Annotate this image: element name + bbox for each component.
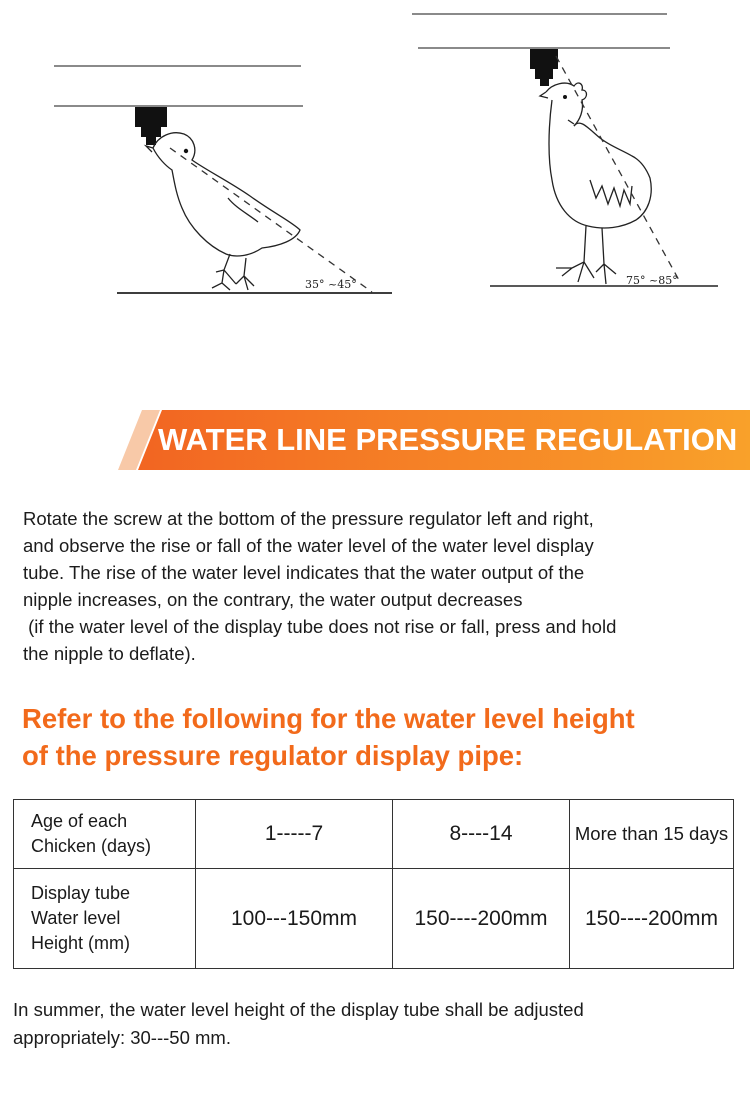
intro-line: Rotate the screw at the bottom of the pressure regulator left and right, xyxy=(23,508,594,529)
adult-chicken-angle-label: 75° ~85° xyxy=(626,274,678,287)
intro-line: the nipple to deflate). xyxy=(23,643,196,664)
table-row-age xyxy=(14,800,734,869)
table-cell: 150----200mm xyxy=(393,869,570,969)
water-level-table xyxy=(13,799,734,969)
row-header-line: Display tube xyxy=(31,883,131,904)
table-cell: 150----200mm xyxy=(570,869,734,969)
refer-heading xyxy=(22,700,742,774)
row-header-height xyxy=(14,869,196,969)
nipple-drinker-right xyxy=(530,49,558,86)
intro-line: and observe the rise or fall of the water level of the water level display xyxy=(23,535,594,556)
row-header-age xyxy=(14,800,196,869)
table-cell: More than 15 days xyxy=(570,800,734,869)
table-cell: 8----14 xyxy=(393,800,570,869)
young-chick-illustration xyxy=(54,66,392,293)
row-header-line: Water level xyxy=(31,908,121,929)
row-header-line: Age of each xyxy=(31,811,128,832)
intro-line: (if the water level of the display tube does not rise or fall, press and hold xyxy=(23,616,617,637)
row-header-line: Chicken (days) xyxy=(31,836,152,857)
intro-line: tube. The rise of the water level indicates that the water output of the xyxy=(23,562,585,583)
refer-line: Refer to the following for the water level height xyxy=(22,703,635,734)
adult-chicken-illustration xyxy=(412,14,718,287)
summer-note xyxy=(13,996,733,1052)
table-row-height xyxy=(14,869,734,969)
chicken-drinking-diagram xyxy=(0,0,750,330)
young-chick-angle-label: 35° ~45° xyxy=(305,278,357,291)
row-header-line: Height (mm) xyxy=(31,933,131,954)
banner-title: WATER LINE PRESSURE REGULATION xyxy=(158,422,738,457)
refer-line: of the pressure regulator display pipe: xyxy=(22,740,524,771)
nipple-drinker-left xyxy=(135,107,167,145)
drinking-angle-illustrations xyxy=(0,0,750,330)
section-banner xyxy=(112,408,750,470)
intro-paragraph xyxy=(23,505,733,667)
summer-line: appropriately: 30---50 mm. xyxy=(13,1027,231,1048)
intro-line: nipple increases, on the contrary, the water output decreases xyxy=(23,589,523,610)
table-cell: 1-----7 xyxy=(196,800,393,869)
table-cell: 100---150mm xyxy=(196,869,393,969)
summer-line: In summer, the water level height of the display tube shall be adjusted xyxy=(13,999,584,1020)
